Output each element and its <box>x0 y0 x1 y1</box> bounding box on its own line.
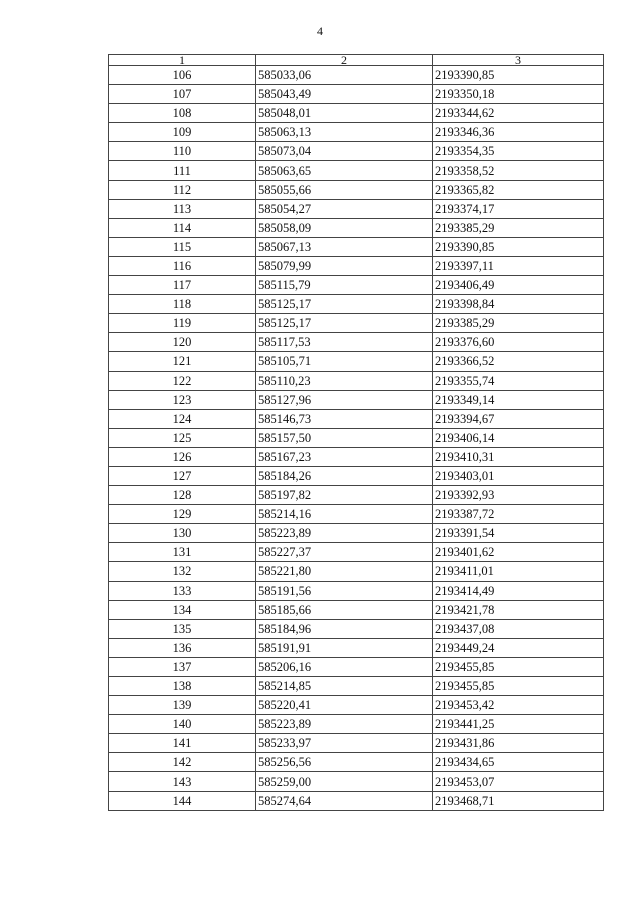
point-number-cell: 123 <box>109 390 256 409</box>
x-coordinate-cell: 585048,01 <box>256 104 433 123</box>
x-coordinate-cell: 585214,16 <box>256 505 433 524</box>
table-row <box>109 180 604 199</box>
x-coordinate-cell: 585167,23 <box>256 447 433 466</box>
y-coordinate-cell: 2193455,85 <box>433 657 604 676</box>
x-coordinate-cell: 585105,71 <box>256 352 433 371</box>
table-row <box>109 409 604 428</box>
point-number-cell: 112 <box>109 180 256 199</box>
table-row <box>109 142 604 161</box>
table-row <box>109 256 604 275</box>
y-coordinate-cell: 2193385,29 <box>433 218 604 237</box>
x-coordinate-cell: 585115,79 <box>256 276 433 295</box>
page-number: 4 <box>317 24 323 38</box>
y-coordinate-cell: 2193387,72 <box>433 505 604 524</box>
table-row <box>109 390 604 409</box>
point-number-cell: 132 <box>109 562 256 581</box>
table-row <box>109 199 604 218</box>
y-coordinate-cell: 2193406,49 <box>433 276 604 295</box>
table-row <box>109 562 604 581</box>
x-coordinate-cell: 585223,89 <box>256 715 433 734</box>
point-number-cell: 139 <box>109 696 256 715</box>
x-coordinate-cell: 585157,50 <box>256 428 433 447</box>
x-coordinate-cell: 585043,49 <box>256 85 433 104</box>
point-number-cell: 116 <box>109 256 256 275</box>
point-number-cell: 121 <box>109 352 256 371</box>
x-coordinate-cell: 585185,66 <box>256 600 433 619</box>
point-number-cell: 136 <box>109 638 256 657</box>
point-number-cell: 115 <box>109 237 256 256</box>
x-coordinate-cell: 585233,97 <box>256 734 433 753</box>
point-number-cell: 143 <box>109 772 256 791</box>
x-coordinate-cell: 585146,73 <box>256 409 433 428</box>
y-coordinate-cell: 2193366,52 <box>433 352 604 371</box>
x-coordinate-cell: 585063,13 <box>256 123 433 142</box>
y-coordinate-cell: 2193394,67 <box>433 409 604 428</box>
table-row <box>109 371 604 390</box>
x-coordinate-cell: 585197,82 <box>256 486 433 505</box>
table-row <box>109 753 604 772</box>
point-number-cell: 120 <box>109 333 256 352</box>
point-number-cell: 126 <box>109 447 256 466</box>
table-row <box>109 314 604 333</box>
table-row <box>109 696 604 715</box>
x-coordinate-cell: 585054,27 <box>256 199 433 218</box>
point-number-cell: 138 <box>109 677 256 696</box>
y-coordinate-cell: 2193453,07 <box>433 772 604 791</box>
y-coordinate-cell: 2193434,65 <box>433 753 604 772</box>
y-coordinate-cell: 2193346,36 <box>433 123 604 142</box>
x-coordinate-cell: 585117,53 <box>256 333 433 352</box>
x-coordinate-cell: 585058,09 <box>256 218 433 237</box>
table-row <box>109 505 604 524</box>
x-coordinate-cell: 585127,96 <box>256 390 433 409</box>
y-coordinate-cell: 2193453,42 <box>433 696 604 715</box>
point-number-cell: 109 <box>109 123 256 142</box>
point-number-cell: 130 <box>109 524 256 543</box>
point-number-cell: 119 <box>109 314 256 333</box>
x-coordinate-cell: 585055,66 <box>256 180 433 199</box>
y-coordinate-cell: 2193390,85 <box>433 237 604 256</box>
table-row <box>109 295 604 314</box>
x-coordinate-cell: 585256,56 <box>256 753 433 772</box>
y-coordinate-cell: 2193398,84 <box>433 295 604 314</box>
x-coordinate-cell: 585184,96 <box>256 619 433 638</box>
column-header: 3 <box>433 55 604 66</box>
y-coordinate-cell: 2193455,85 <box>433 677 604 696</box>
y-coordinate-cell: 2193344,62 <box>433 104 604 123</box>
table-row <box>109 218 604 237</box>
table-row <box>109 677 604 696</box>
x-coordinate-cell: 585227,37 <box>256 543 433 562</box>
x-coordinate-cell: 585259,00 <box>256 772 433 791</box>
y-coordinate-cell: 2193410,31 <box>433 447 604 466</box>
point-number-cell: 131 <box>109 543 256 562</box>
table-row <box>109 85 604 104</box>
y-coordinate-cell: 2193414,49 <box>433 581 604 600</box>
point-number-cell: 135 <box>109 619 256 638</box>
y-coordinate-cell: 2193449,24 <box>433 638 604 657</box>
y-coordinate-cell: 2193468,71 <box>433 791 604 810</box>
table-row <box>109 581 604 600</box>
y-coordinate-cell: 2193401,62 <box>433 543 604 562</box>
x-coordinate-cell: 585214,85 <box>256 677 433 696</box>
table-body <box>109 66 604 811</box>
y-coordinate-cell: 2193421,78 <box>433 600 604 619</box>
x-coordinate-cell: 585063,65 <box>256 161 433 180</box>
x-coordinate-cell: 585191,56 <box>256 581 433 600</box>
point-number-cell: 127 <box>109 466 256 485</box>
table-header-row <box>109 55 604 66</box>
table-row <box>109 791 604 810</box>
table-row <box>109 276 604 295</box>
x-coordinate-cell: 585033,06 <box>256 66 433 85</box>
y-coordinate-cell: 2193392,93 <box>433 486 604 505</box>
x-coordinate-cell: 585125,17 <box>256 314 433 333</box>
y-coordinate-cell: 2193441,25 <box>433 715 604 734</box>
point-number-cell: 141 <box>109 734 256 753</box>
column-header: 2 <box>256 55 433 66</box>
y-coordinate-cell: 2193355,74 <box>433 371 604 390</box>
point-number-cell: 144 <box>109 791 256 810</box>
y-coordinate-cell: 2193349,14 <box>433 390 604 409</box>
point-number-cell: 122 <box>109 371 256 390</box>
table-row <box>109 543 604 562</box>
y-coordinate-cell: 2193385,29 <box>433 314 604 333</box>
point-number-cell: 113 <box>109 199 256 218</box>
coordinates-table <box>108 54 604 811</box>
y-coordinate-cell: 2193354,35 <box>433 142 604 161</box>
x-coordinate-cell: 585067,13 <box>256 237 433 256</box>
y-coordinate-cell: 2193397,11 <box>433 256 604 275</box>
x-coordinate-cell: 585191,91 <box>256 638 433 657</box>
table-row <box>109 447 604 466</box>
y-coordinate-cell: 2193391,54 <box>433 524 604 543</box>
table-row <box>109 428 604 447</box>
point-number-cell: 137 <box>109 657 256 676</box>
table-row <box>109 772 604 791</box>
point-number-cell: 129 <box>109 505 256 524</box>
table-row <box>109 638 604 657</box>
y-coordinate-cell: 2193376,60 <box>433 333 604 352</box>
point-number-cell: 134 <box>109 600 256 619</box>
point-number-cell: 125 <box>109 428 256 447</box>
y-coordinate-cell: 2193350,18 <box>433 85 604 104</box>
table-row <box>109 600 604 619</box>
point-number-cell: 108 <box>109 104 256 123</box>
table-row <box>109 734 604 753</box>
x-coordinate-cell: 585110,23 <box>256 371 433 390</box>
table-row <box>109 486 604 505</box>
table-row <box>109 657 604 676</box>
table-row <box>109 237 604 256</box>
x-coordinate-cell: 585125,17 <box>256 295 433 314</box>
point-number-cell: 106 <box>109 66 256 85</box>
point-number-cell: 133 <box>109 581 256 600</box>
x-coordinate-cell: 585184,26 <box>256 466 433 485</box>
point-number-cell: 142 <box>109 753 256 772</box>
column-header: 1 <box>109 55 256 66</box>
table-row <box>109 66 604 85</box>
table-row <box>109 524 604 543</box>
point-number-cell: 140 <box>109 715 256 734</box>
table-row <box>109 619 604 638</box>
y-coordinate-cell: 2193374,17 <box>433 199 604 218</box>
x-coordinate-cell: 585079,99 <box>256 256 433 275</box>
x-coordinate-cell: 585274,64 <box>256 791 433 810</box>
y-coordinate-cell: 2193411,01 <box>433 562 604 581</box>
table-row <box>109 161 604 180</box>
table-row <box>109 715 604 734</box>
x-coordinate-cell: 585220,41 <box>256 696 433 715</box>
y-coordinate-cell: 2193365,82 <box>433 180 604 199</box>
point-number-cell: 110 <box>109 142 256 161</box>
table-row <box>109 104 604 123</box>
y-coordinate-cell: 2193390,85 <box>433 66 604 85</box>
y-coordinate-cell: 2193403,01 <box>433 466 604 485</box>
table-row <box>109 352 604 371</box>
x-coordinate-cell: 585073,04 <box>256 142 433 161</box>
point-number-cell: 118 <box>109 295 256 314</box>
x-coordinate-cell: 585206,16 <box>256 657 433 676</box>
point-number-cell: 117 <box>109 276 256 295</box>
y-coordinate-cell: 2193358,52 <box>433 161 604 180</box>
x-coordinate-cell: 585221,80 <box>256 562 433 581</box>
y-coordinate-cell: 2193406,14 <box>433 428 604 447</box>
point-number-cell: 124 <box>109 409 256 428</box>
point-number-cell: 114 <box>109 218 256 237</box>
table-row <box>109 466 604 485</box>
y-coordinate-cell: 2193437,08 <box>433 619 604 638</box>
table-row <box>109 333 604 352</box>
point-number-cell: 128 <box>109 486 256 505</box>
point-number-cell: 107 <box>109 85 256 104</box>
table-row <box>109 123 604 142</box>
x-coordinate-cell: 585223,89 <box>256 524 433 543</box>
point-number-cell: 111 <box>109 161 256 180</box>
y-coordinate-cell: 2193431,86 <box>433 734 604 753</box>
